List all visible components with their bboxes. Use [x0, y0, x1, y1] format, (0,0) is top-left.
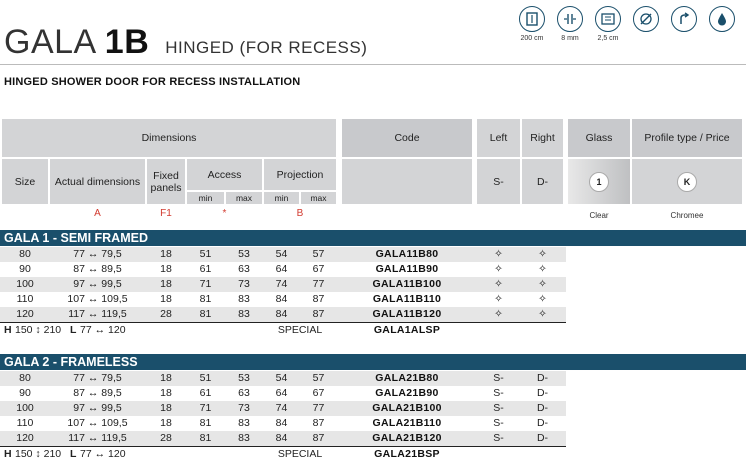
cell-fixed: 18 [160, 387, 172, 399]
actual-dimensions-header: Actual dimensions [50, 159, 145, 204]
cell-fixed: 18 [160, 293, 172, 305]
left-code-header: S- [477, 159, 520, 204]
table-row [0, 431, 746, 446]
table-row [0, 262, 746, 277]
special-l-value: 77 ↔ 120 [80, 448, 126, 460]
page-subtitle: HINGED SHOWER DOOR FOR RECESS INSTALLATION [4, 76, 301, 88]
dimensions-header: Dimensions [2, 119, 336, 157]
cell-amin: 61 [199, 263, 212, 275]
cell-actual: 97 ↔ 99,5 [73, 278, 122, 290]
cell-right: ✧ [538, 248, 547, 260]
special-label: SPECIAL [277, 448, 323, 460]
cell-pmin: 84 [275, 308, 288, 320]
cell-amax: 63 [238, 263, 250, 275]
cell-amin: 51 [199, 372, 212, 384]
cell-size: 120 [16, 432, 34, 444]
cell-code: GALA11B120 [372, 308, 442, 320]
cell-fixed: 28 [160, 308, 172, 320]
title-model: 1B [104, 23, 150, 61]
glass-thickness-icon [556, 6, 584, 42]
special-h-label: H [4, 448, 12, 460]
cell-pmax: 67 [312, 387, 325, 399]
feature-icons [518, 6, 744, 48]
profile-caption: Chromee [670, 211, 704, 220]
table-row [0, 416, 746, 431]
cell-size: 110 [16, 417, 34, 429]
dimension-letter-star: * [222, 208, 227, 219]
cell-amax: 53 [238, 248, 250, 260]
cell-pmax: 87 [312, 308, 325, 320]
projection-max-header: max [301, 192, 336, 204]
cell-right: D- [536, 432, 549, 444]
special-row [0, 323, 566, 337]
dimension-letter-b: B [296, 208, 304, 219]
cell-actual: 77 ↔ 79,5 [73, 248, 122, 260]
cell-right: ✧ [538, 293, 547, 305]
group-header-semi-framed: GALA 1 - SEMI FRAMED [0, 230, 746, 246]
glass-swatch-cell [568, 159, 630, 204]
cell-size: 100 [16, 402, 34, 414]
table-row [0, 371, 746, 386]
cell-amin: 81 [199, 293, 212, 305]
cell-code: GALA11B110 [372, 293, 442, 305]
cell-left: ✧ [494, 263, 503, 275]
access-max-header: max [226, 192, 262, 204]
profile-swatch: K [677, 172, 697, 192]
height-label: 200 cm [520, 35, 544, 42]
cell-left: ✧ [494, 308, 503, 320]
title-suffix: HINGED (FOR RECESS) [165, 38, 368, 57]
cell-fixed: 18 [160, 263, 172, 275]
cell-size: 90 [19, 263, 31, 275]
special-code: GALA1ALSP [373, 324, 441, 336]
glass-caption: Clear [589, 211, 609, 220]
cell-amin: 61 [199, 387, 212, 399]
cell-pmax: 77 [312, 402, 325, 414]
cell-amax: 83 [238, 293, 250, 305]
cell-amax: 63 [238, 387, 250, 399]
page-title [4, 22, 367, 68]
table-row [0, 292, 746, 307]
cell-fixed: 28 [160, 432, 172, 444]
cell-right: D- [536, 387, 549, 399]
cell-amin: 71 [199, 278, 212, 290]
cell-pmax: 77 [312, 278, 325, 290]
water-drop-icon [708, 6, 736, 32]
profile-header: Profile type / Price [632, 119, 742, 157]
reversible-icon [670, 6, 698, 32]
cell-pmax: 57 [312, 372, 325, 384]
cell-left: ✧ [494, 278, 503, 290]
cell-left: ✧ [494, 293, 503, 305]
cell-size: 110 [16, 293, 34, 305]
cell-amin: 81 [199, 308, 212, 320]
cell-actual: 107 ↔ 109,5 [67, 417, 128, 429]
cell-size: 80 [19, 248, 31, 260]
height-icon [518, 6, 546, 42]
cell-code: GALA21B100 [372, 402, 442, 414]
special-h-value: 150 ↕ 210 [15, 324, 62, 336]
cell-amax: 83 [238, 308, 250, 320]
access-min-header: min [187, 192, 224, 204]
table-row [0, 277, 746, 292]
table-row [0, 307, 746, 322]
cell-actual: 77 ↔ 79,5 [73, 372, 122, 384]
cell-amax: 73 [238, 278, 250, 290]
cell-pmin: 84 [275, 417, 288, 429]
cell-right: D- [536, 372, 549, 384]
cell-pmin: 54 [275, 372, 288, 384]
cell-actual: 117 ↔ 119,5 [68, 308, 127, 320]
cell-code: GALA21B110 [372, 417, 442, 429]
projection-header: Projection [264, 159, 336, 190]
cell-pmax: 67 [312, 263, 325, 275]
fixed-panels-header: Fixed panels [147, 159, 185, 204]
special-row [0, 447, 566, 461]
size-header: Size [2, 159, 48, 204]
cell-code: GALA21B90 [375, 387, 439, 399]
code-header: Code [342, 119, 472, 157]
thickness-label: 8 mm [561, 35, 579, 42]
cell-actual: 97 ↔ 99,5 [73, 402, 122, 414]
title-divider [0, 64, 746, 65]
cell-size: 120 [16, 308, 34, 320]
table-row [0, 401, 746, 416]
special-l-label: L [70, 324, 77, 336]
cell-fixed: 18 [160, 402, 172, 414]
cell-right: ✧ [538, 263, 547, 275]
cell-fixed: 18 [160, 372, 172, 384]
table-row [0, 386, 746, 401]
profile-swatch-cell [632, 159, 742, 204]
group-header-frameless: GALA 2 - FRAMELESS [0, 354, 746, 370]
cell-left: S- [493, 402, 504, 414]
cell-actual: 87 ↔ 89,5 [73, 263, 122, 275]
glass-swatch: 1 [589, 172, 609, 192]
cell-pmin: 64 [275, 263, 288, 275]
cell-actual: 117 ↔ 119,5 [68, 432, 127, 444]
cell-amax: 53 [238, 372, 250, 384]
cell-code: GALA21B120 [372, 432, 442, 444]
title-prefix: GALA [4, 23, 95, 61]
cell-amax: 83 [238, 417, 250, 429]
cell-pmin: 74 [275, 278, 288, 290]
cell-size: 100 [16, 278, 34, 290]
table-row [0, 247, 746, 262]
special-label: SPECIAL [277, 324, 323, 336]
adjust-label: 2,5 cm [597, 35, 619, 42]
cell-actual: 87 ↔ 89,5 [73, 387, 122, 399]
cell-pmin: 84 [275, 293, 288, 305]
cell-left: S- [493, 372, 504, 384]
cell-right: ✧ [538, 278, 547, 290]
cell-pmin: 74 [275, 402, 288, 414]
special-h-label: H [4, 324, 12, 336]
cell-amin: 51 [199, 248, 212, 260]
cell-code: GALA11B100 [372, 278, 442, 290]
special-l-value: 77 ↔ 120 [80, 324, 126, 336]
wall-adjust-icon [594, 6, 622, 42]
cell-amin: 81 [199, 432, 212, 444]
cell-code: GALA21B80 [375, 372, 439, 384]
projection-min-header: min [264, 192, 299, 204]
cell-fixed: 18 [160, 417, 172, 429]
cell-left: S- [493, 432, 504, 444]
cell-pmin: 54 [275, 248, 288, 260]
dimension-letter-f1: F1 [160, 208, 172, 219]
cell-code: GALA11B90 [375, 263, 439, 275]
access-header: Access [187, 159, 262, 190]
cell-pmin: 64 [275, 387, 288, 399]
cell-right: D- [536, 417, 549, 429]
cell-right: D- [536, 402, 549, 414]
dimension-letter-a: A [94, 208, 101, 219]
cell-pmax: 87 [312, 293, 325, 305]
cell-amax: 73 [238, 402, 250, 414]
cell-right: ✧ [538, 308, 547, 320]
special-l-label: L [70, 448, 77, 460]
cell-pmax: 87 [312, 417, 325, 429]
cell-pmax: 87 [312, 432, 325, 444]
code-subheader [342, 159, 472, 204]
right-header: Right [522, 119, 563, 157]
cell-pmin: 84 [275, 432, 288, 444]
right-code-header: D- [522, 159, 563, 204]
glass-header: Glass [568, 119, 630, 157]
cell-amin: 81 [199, 417, 212, 429]
cell-amax: 83 [238, 432, 250, 444]
cell-actual: 107 ↔ 109,5 [67, 293, 128, 305]
cell-fixed: 18 [160, 248, 172, 260]
cell-size: 90 [19, 387, 31, 399]
cell-code: GALA11B80 [375, 248, 439, 260]
special-h-value: 150 ↕ 210 [15, 448, 62, 460]
cell-size: 80 [19, 372, 31, 384]
cell-left: S- [493, 387, 504, 399]
cell-fixed: 18 [160, 278, 172, 290]
left-header: Left [477, 119, 520, 157]
cell-left: S- [493, 417, 504, 429]
special-code: GALA21BSP [374, 448, 440, 460]
cell-pmax: 57 [312, 248, 325, 260]
cell-left: ✧ [494, 248, 503, 260]
easy-clean-icon [632, 6, 660, 32]
cell-amin: 71 [199, 402, 212, 414]
